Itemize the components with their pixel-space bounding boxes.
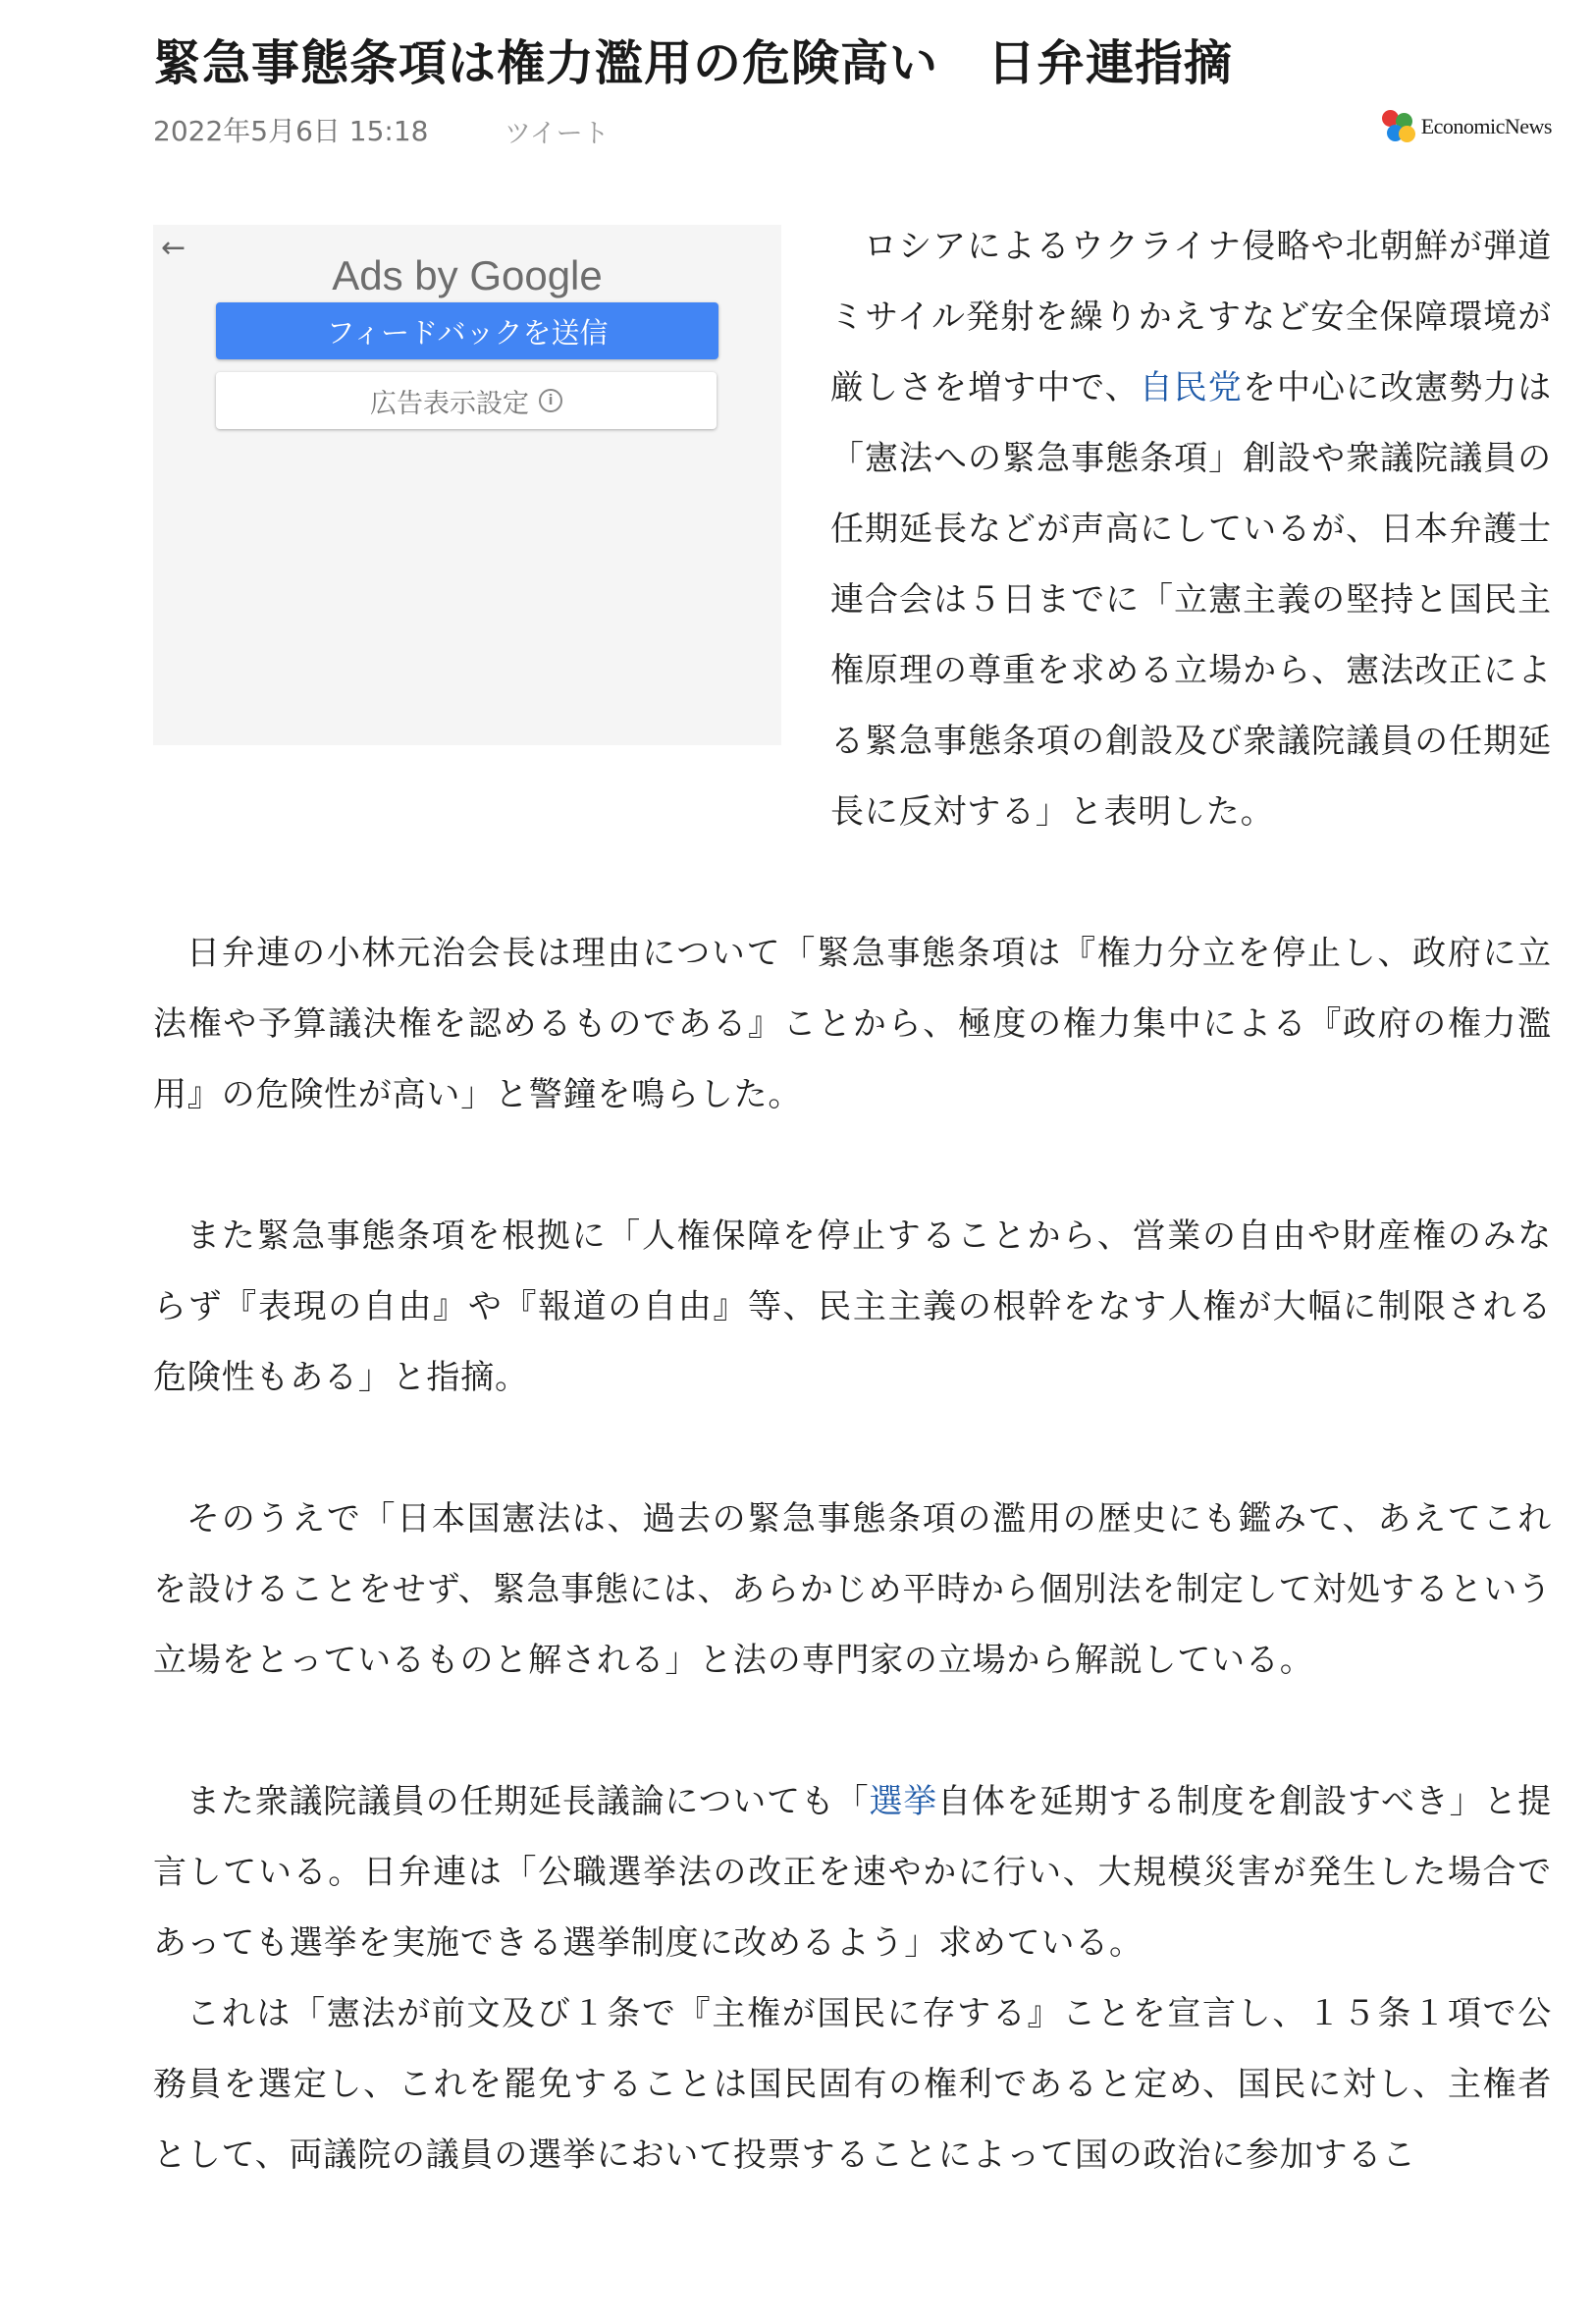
paragraph-2: 日弁連の小林元治会長は理由について「緊急事態条項は『権力分立を停止し、政府に立法権や予算議決権を認めるものである』ことから、極度の権力集中による『政府の権力濫用』の危険性が高い」と警鐘を鳴らした。 [153,934,1552,1114]
paragraph-1-text-a: ロシアによるウクライナ侵略や北朝鮮が弾道ミサイル発射を繰りかえすなど安全保障環境が厳しさを増す中で、 [830,227,1552,407]
paragraph-5 [153,1766,1552,1978]
send-feedback-button[interactable]: フィードバックを送信 [216,302,718,359]
ads-by-label: Ads by [332,252,458,298]
article-title: 緊急事態条項は権力濫用の危険高い 日弁連指摘 [153,35,1234,91]
ad-spacer [153,211,830,849]
paragraph-4: そのうえで「日本国憲法は、過去の緊急事態条項の濫用の歴史にも鑑みて、あえてこれを設けることをせず、緊急事態には、あらかじめ平時から個別法を制定して対処するという立場をとっているものと解される」と法の専門家の立場から解説している。 [153,1499,1552,1680]
article-body [153,211,1552,2261]
paragraph-5-text-b: 自体を延期する制度を創設すべき」と提言している。日弁連は「公職選挙法の改正を速やかに行い、大規模災害が発生した場合であっても選挙を実施できる選挙制度に改めるよう」求めている。 [153,1782,1552,1963]
economic-news-logo-icon [1382,110,1415,143]
info-icon: i [539,389,562,412]
source-logo-text: EconomicNews [1420,114,1552,138]
back-arrow-icon[interactable]: ← [161,231,186,265]
jimin-party-link[interactable]: 自民党 [1139,368,1243,407]
paragraph-1-text-b: を中心に改憲勢力は「憲法への緊急事態条項」創設や衆議院議員の任期延長などが声高にしているが、日本弁護士連合会は５日までに「立憲主義の堅持と国民主権原理の尊重を求める立場から、憲法改正による緊急事態条項の創設及び衆議院議員の任期延長に反対する」と表明した。 [830,368,1553,832]
election-link[interactable]: 選挙 [869,1782,938,1821]
google-brand: Google [469,252,603,298]
paragraph-3: また緊急事態条項を根拠に「人権保障を停止することから、営業の自由や財産権のみならず『表現の自由』や『報道の自由』等、民主主義の根幹をなす人権が大幅に制限される危険性もある」と指摘。 [153,1216,1552,1397]
paragraph-5-text-a: また衆議院議員の任期延長議論についても「 [186,1782,870,1821]
article-date: 2022年5月6日 15:18 [153,115,429,147]
ad-settings-label: 広告表示設定 [370,388,529,419]
tweet-link[interactable]: ツイート [505,119,610,149]
source-logo[interactable] [1382,110,1552,143]
paragraph-6: これは「憲法が前文及び１条で『主権が国民に存する』ことを宣言し、１５条１項で公務員を選定し、これを罷免することは国民固有の権利であると定め、国民に対し、主権者として、両議院の議員の選挙において投票することによって国の政治に参加するこ [153,1994,1552,2175]
